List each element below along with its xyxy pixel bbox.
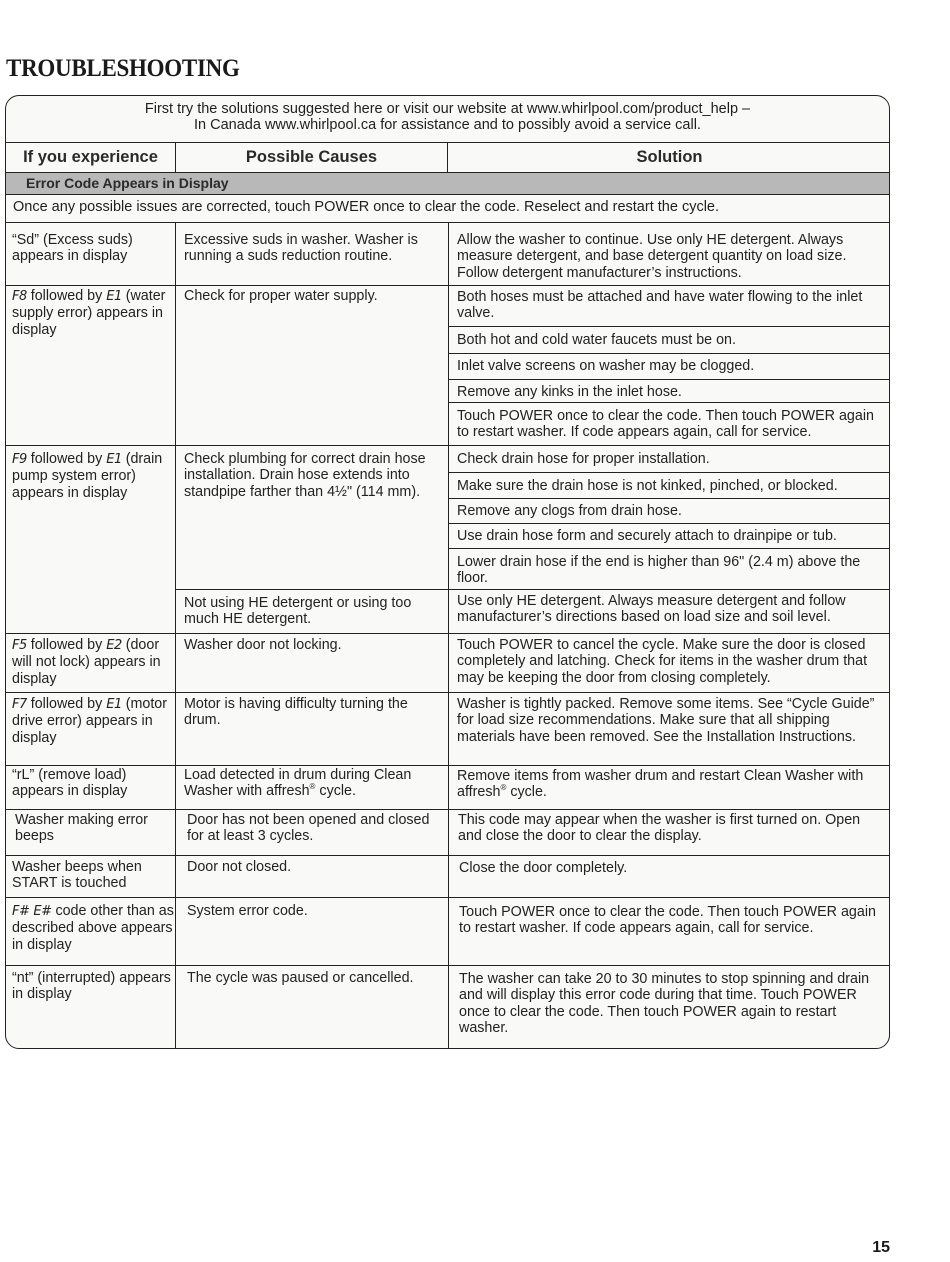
sub-divider	[448, 523, 890, 524]
experience-nt: “nt” (interrupted) appears in display	[12, 970, 171, 1003]
solution-f8-1: Both hoses must be attached and have water flowing to the inlet valve.	[457, 289, 863, 322]
experience-start-beeps: Washer beeps when START is touched	[12, 859, 142, 892]
solution-nt: The washer can take 20 to 30 minutes to stop spinning and drain and will display this error code during that time. Touch POWER once to clear the code. Then touch POWER again to restart washer.	[459, 971, 870, 1037]
sub-divider	[448, 472, 890, 473]
row-divider	[6, 285, 890, 286]
experience-f8-e1: F8 followed by E1 (water supply error) appears in display	[12, 288, 166, 338]
error-code-e1: E1	[106, 289, 122, 304]
solution-sd: Allow the washer to continue. Use only HE detergent. Always measure detergent, and base detergent quantity on load size. Follow detergent manufacturer’s instructions.	[457, 232, 847, 281]
experience-sd: “Sd” (Excess suds) appears in display	[12, 232, 133, 265]
experience-error-beeps: Washer making error beeps	[15, 812, 148, 845]
solution-f5-e2: Touch POWER to cancel the cycle. Make sure the door is closed completely and latching. Check for items in the washer drum that may be keeping the door from closing completely.	[457, 637, 868, 686]
column-divider-2	[448, 223, 449, 1049]
row-divider	[6, 965, 890, 966]
troubleshooting-table	[5, 95, 890, 1049]
cause-nt: The cycle was paused or cancelled.	[187, 970, 414, 986]
solution-error-beeps: This code may appear when the washer is first turned on. Open and close the door to clear the display.	[458, 812, 861, 845]
row-divider	[6, 445, 890, 446]
solution-f9-6: Use only HE detergent. Always measure detergent and follow manufacturer’s directions based on load size and soil level.	[457, 593, 846, 626]
experience-rl: “rL” (remove load) appears in display	[12, 767, 128, 800]
cause-f7-e1: Motor is having difficulty turning the drum.	[184, 696, 408, 729]
error-code-e1: E1	[106, 697, 122, 712]
row-divider	[6, 855, 890, 856]
header-experience: If you experience	[6, 143, 176, 172]
sub-divider	[448, 402, 890, 403]
solution-f7-e1: Washer is tightly packed. Remove some items. See “Cycle Guide” for load size recommendations. Make sure that all shipping materials have been removed. See the Installation Instructions.	[457, 696, 875, 745]
header-causes: Possible Causes	[176, 143, 448, 172]
registered-mark: ®	[309, 782, 316, 792]
error-code-f7: F7	[12, 697, 27, 712]
solution-other-code: Touch POWER once to clear the code. Then touch POWER again to restart washer. If code appears again, call for service.	[459, 904, 876, 937]
page-number: 15	[872, 1239, 890, 1256]
error-code-f5: F5	[12, 638, 27, 653]
cause-other-code: System error code.	[187, 903, 308, 919]
row-divider	[6, 809, 890, 810]
error-code-e2: E2	[106, 638, 122, 653]
solution-rl: Remove items from washer drum and restart Clean Washer with affresh® cycle.	[457, 768, 864, 801]
section-note: Once any possible issues are corrected, touch POWER once to clear the code. Reselect and restart the cycle.	[6, 195, 889, 223]
cause-rl: Load detected in drum during Clean Washer with affresh® cycle.	[184, 767, 412, 800]
error-code-f-generic: F#	[12, 904, 30, 919]
registered-mark: ®	[500, 783, 507, 793]
intro-note	[6, 96, 889, 143]
row-divider	[6, 633, 890, 634]
cause-f5-e2: Washer door not locking.	[184, 637, 342, 653]
intro-line-2: In Canada www.whirlpool.ca for assistance and to possibly avoid a service call.	[194, 117, 701, 133]
sub-divider	[448, 498, 890, 499]
solution-start-beeps: Close the door completely.	[459, 860, 628, 876]
experience-f9-e1: F9 followed by E1 (drain pump system error) appears in display	[12, 451, 163, 501]
solution-f9-3: Remove any clogs from drain hose.	[457, 503, 682, 519]
error-code-f8: F8	[12, 289, 27, 304]
intro-line-1: First try the solutions suggested here or visit our website at www.whirlpool.com/product_help –	[144, 101, 751, 117]
row-divider	[6, 692, 890, 693]
solution-f9-5: Lower drain hose if the end is higher than 96" (2.4 m) above the floor.	[457, 554, 861, 587]
solution-f8-5: Touch POWER once to clear the code. Then touch POWER again to restart washer. If code appears again, call for service.	[457, 408, 874, 441]
cause-f8-e1: Check for proper water supply.	[184, 288, 378, 304]
page-title: TROUBLESHOOTING	[6, 55, 240, 82]
error-code-e-generic: E#	[33, 904, 52, 919]
cause-error-beeps: Door has not been opened and closed for at least 3 cycles.	[187, 812, 430, 845]
cause-sd: Excessive suds in washer. Washer is running a suds reduction routine.	[184, 232, 418, 265]
sub-divider	[448, 353, 890, 354]
experience-other-code: F# E# code other than as described above appears in display	[12, 903, 174, 953]
row-divider	[6, 765, 890, 766]
experience-f7-e1: F7 followed by E1 (motor drive error) appears in display	[12, 696, 168, 746]
sub-divider	[448, 379, 890, 380]
solution-f8-2: Both hot and cold water faucets must be on.	[457, 332, 736, 348]
sub-divider	[176, 589, 890, 590]
cause-start-beeps: Door not closed.	[187, 859, 292, 875]
solution-f9-2: Make sure the drain hose is not kinked, pinched, or blocked.	[457, 478, 838, 494]
solution-f9-1: Check drain hose for proper installation.	[457, 451, 710, 467]
row-divider	[6, 897, 890, 898]
solution-f8-4: Remove any kinks in the inlet hose.	[457, 384, 682, 400]
section-header: Error Code Appears in Display	[6, 172, 889, 195]
solution-f8-3: Inlet valve screens on washer may be clogged.	[457, 358, 755, 374]
solution-f9-4: Use drain hose form and securely attach to drainpipe or tub.	[457, 528, 837, 544]
cause-f9-detergent: Not using HE detergent or using too much HE detergent.	[184, 595, 412, 628]
cause-f9-plumbing: Check plumbing for correct drain hose installation. Drain hose extends into standpipe farther than 4½" (114 mm).	[184, 451, 426, 500]
sub-divider	[448, 548, 890, 549]
sub-divider	[448, 326, 890, 327]
header-solution: Solution	[636, 148, 703, 166]
experience-f5-e2: F5 followed by E2 (door will not lock) appears in display	[12, 637, 161, 687]
error-code-f9: F9	[12, 452, 27, 467]
error-code-e1: E1	[106, 452, 122, 467]
